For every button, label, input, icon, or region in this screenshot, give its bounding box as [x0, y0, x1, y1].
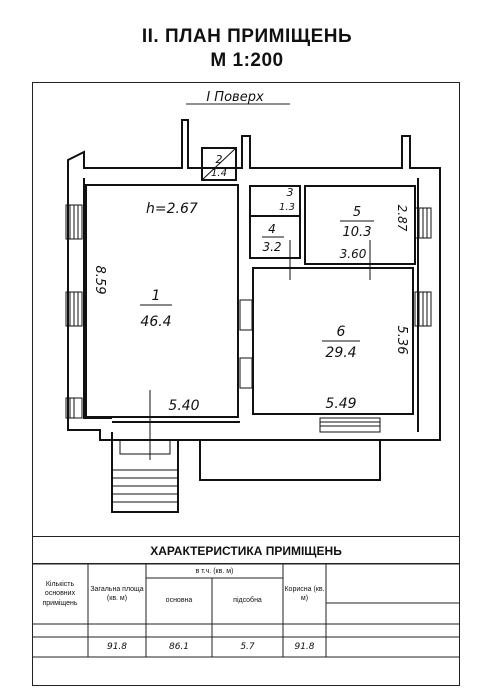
header-useful: Корисна (кв. м) — [284, 585, 325, 602]
header-incl: в т.ч. (кв. м) — [195, 567, 234, 575]
value-main: 86.1 — [168, 641, 190, 652]
room-4-area: 3.2 — [262, 240, 282, 254]
room-5-number: 5 — [352, 205, 362, 220]
page-title: II. ПЛАН ПРИМІЩЕНЬ — [141, 26, 353, 47]
room-6-number: 6 — [336, 324, 346, 340]
room-5-area: 10.3 — [342, 225, 372, 240]
room-1-number: 1 — [151, 288, 161, 304]
room-3-number: 3 — [286, 186, 294, 199]
header-rooms-count: Кількість основних приміщень — [42, 580, 78, 607]
floor-label: I Поверх — [206, 90, 264, 105]
room-2-area: 1.4 — [211, 168, 227, 179]
table-title: ХАРАКТЕРИСТИКА ПРИМІЩЕНЬ — [32, 536, 460, 564]
value-useful: 91.8 — [294, 641, 315, 652]
ceiling-height: h=2.67 — [146, 201, 198, 217]
room-4-number: 4 — [268, 222, 276, 236]
room-1-area: 46.4 — [140, 314, 172, 330]
room-6-area: 29.4 — [325, 345, 357, 361]
room-3-area: 1.3 — [279, 202, 295, 213]
dim-room5-width: 3.60 — [339, 247, 367, 261]
room-2-number: 2 — [215, 153, 223, 166]
value-auxiliary: 5.7 — [240, 641, 255, 652]
value-total-area: 91.8 — [106, 641, 128, 652]
header-total-area: Загальна площа (кв. м) — [90, 585, 144, 602]
scale-label: М 1:200 — [210, 50, 284, 71]
dim-room1-height: 8.59 — [92, 265, 107, 295]
dim-room6-width: 5.49 — [325, 396, 357, 412]
header-main: основна — [165, 597, 193, 605]
header-auxiliary: підсобна — [233, 597, 262, 605]
dim-room5-height: 2.87 — [395, 204, 409, 232]
dim-room1-width: 5.40 — [168, 398, 200, 414]
dim-room6-height: 5.36 — [394, 325, 409, 355]
